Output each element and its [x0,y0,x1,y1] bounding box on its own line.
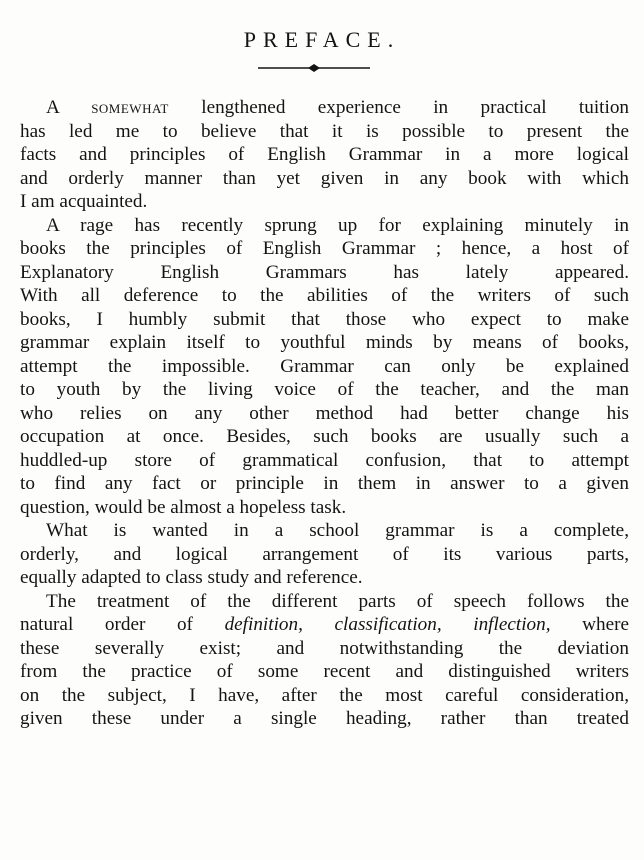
paragraph-2 [20,214,629,520]
text-line: huddled-up store of grammatical confusion, that to attempt [20,449,629,471]
text-line: books, I humbly submit that those who expect to make [20,308,629,330]
text-line: grammar explain itself to youthful minds by means of books, [20,332,629,353]
text-line [20,613,629,637]
emphasis-term: definition, [224,614,303,635]
emphasis-term: inflection, [473,614,551,635]
text-line: equally adapted to class study and reference. [20,567,363,588]
text-line: these severally exist; and notwithstanding the deviation [20,637,629,659]
text-line [20,96,629,120]
lead-smallcaps: somewhat [91,97,169,118]
text-line: question, would be almost a hopeless task. [20,496,347,518]
paragraph-3 [20,519,629,590]
text-line: from the practice of some recent and distinguished writers [20,661,629,682]
text-line: to find any fact or principle in them in answer to a given [20,473,629,494]
text-line: What is wanted in a school grammar is a complete, [46,520,629,541]
line-text: natural order of [20,614,193,635]
paragraph-4 [20,590,629,731]
page-title: PREFACE. [243,26,401,52]
text-line: Explanatory English Grammars has lately appeared. [20,261,629,283]
lead-word: A [46,97,59,118]
text-line: has led me to believe that it is possible to present the [20,120,629,142]
text-line: given these under a single heading, rather than treated [20,708,629,729]
line-text: lengthened experience in practical tuition [201,97,630,118]
text-line: on the subject, I have, after the most careful consideration, [20,684,629,706]
text-line: to youth by the living voice of the teacher, and the man [20,379,629,400]
line-text: where [582,614,629,635]
text-line: A rage has recently sprung up for explaining minutely in [46,214,629,236]
text-line: books the principles of English Grammar ; hence, a host of [20,238,629,259]
text-line: I am acquainted. [20,191,148,212]
text-line: attempt the impossible. Grammar can only be explained [20,355,629,377]
paragraph-1 [20,96,629,214]
preface-body [20,96,629,731]
text-line: facts and principles of English Grammar in a more logical [20,144,629,165]
text-line: who relies on any other method had better change his [20,402,629,424]
text-line: and orderly manner than yet given in any book with which [20,167,629,189]
title-ornament [258,62,370,74]
text-line: orderly, and logical arrangement of its various parts, [20,543,629,565]
text-line: occupation at once. Besides, such books are usually such a [20,426,629,447]
text-line: With all deference to the abilities of the writers of such [20,285,629,306]
text-line: The treatment of the different parts of speech follows the [46,590,629,612]
emphasis-term: classification, [334,614,442,635]
